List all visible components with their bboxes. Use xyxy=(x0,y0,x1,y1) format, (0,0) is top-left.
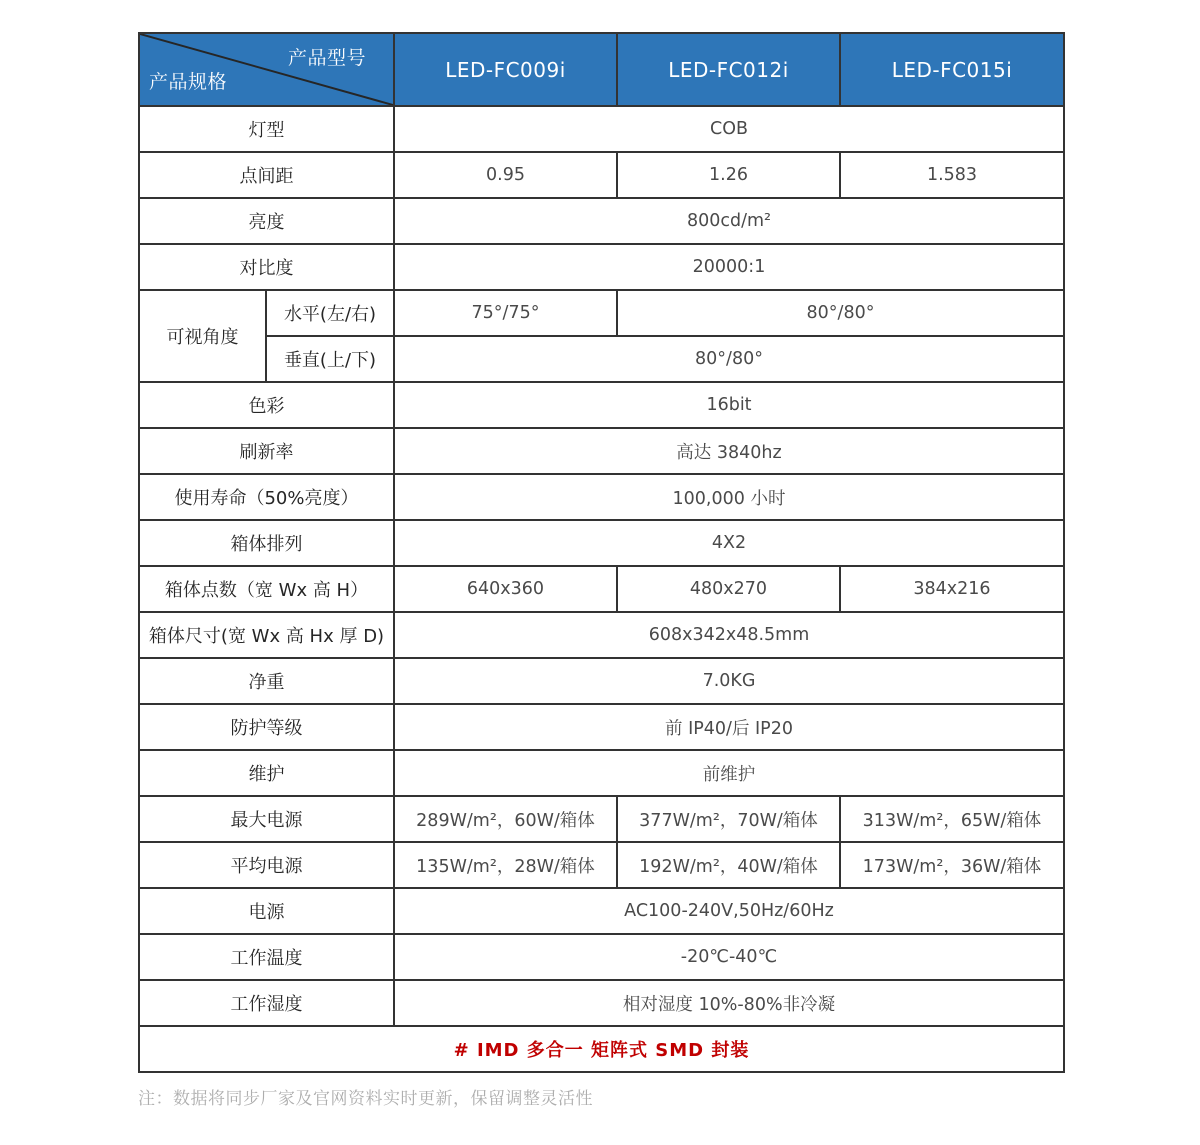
spec-row xyxy=(139,566,1064,612)
spec-row xyxy=(139,198,1064,244)
spec-row xyxy=(139,980,1064,1026)
spec-row xyxy=(139,704,1064,750)
spec-row xyxy=(139,106,1064,152)
spec-value: COB xyxy=(394,106,1064,152)
spec-label: 箱体尺寸(宽 Wx 高 Hx 厚 D) xyxy=(139,612,394,658)
spec-label: 色彩 xyxy=(139,382,394,428)
spec-label: 箱体点数（宽 Wx 高 H） xyxy=(139,566,394,612)
spec-value: 前 IP40/后 IP20 xyxy=(394,704,1064,750)
spec-value: 75°/75° xyxy=(394,290,617,336)
spec-value: 16bit xyxy=(394,382,1064,428)
spec-row xyxy=(139,888,1064,934)
summary-text: # IMD 多合一 矩阵式 SMD 封装 xyxy=(139,1026,1064,1072)
spec-value: 7.0KG xyxy=(394,658,1064,704)
spec-group-label: 可视角度 xyxy=(139,290,266,382)
spec-value: -20℃-40℃ xyxy=(394,934,1064,980)
spec-value: 135W/m²，28W/箱体 xyxy=(394,842,617,888)
corner-top-right-label: 产品型号 xyxy=(287,47,366,69)
spec-label: 工作温度 xyxy=(139,934,394,980)
spec-row xyxy=(139,658,1064,704)
model-header-3: LED-FC015i xyxy=(840,33,1064,106)
spec-label: 维护 xyxy=(139,750,394,796)
spec-value: 173W/m²，36W/箱体 xyxy=(840,842,1064,888)
header-row xyxy=(139,33,1064,106)
spec-label: 垂直(上/下) xyxy=(266,336,394,382)
spec-row xyxy=(139,290,1064,336)
spec-value: 0.95 xyxy=(394,152,617,198)
spec-value: 前维护 xyxy=(394,750,1064,796)
spec-label: 工作湿度 xyxy=(139,980,394,1026)
spec-value: 80°/80° xyxy=(617,290,1064,336)
spec-value: 高达 3840hz xyxy=(394,428,1064,474)
spec-value: 313W/m²，65W/箱体 xyxy=(840,796,1064,842)
spec-value: 20000:1 xyxy=(394,244,1064,290)
spec-label: 灯型 xyxy=(139,106,394,152)
spec-label: 水平(左/右) xyxy=(266,290,394,336)
spec-value: 377W/m²，70W/箱体 xyxy=(617,796,840,842)
model-header-2: LED-FC012i xyxy=(617,33,840,106)
spec-value: 289W/m²，60W/箱体 xyxy=(394,796,617,842)
spec-value: 192W/m²，40W/箱体 xyxy=(617,842,840,888)
spec-label: 点间距 xyxy=(139,152,394,198)
summary-row xyxy=(139,1026,1064,1072)
spec-value: 80°/80° xyxy=(394,336,1064,382)
spec-row xyxy=(139,382,1064,428)
spec-row xyxy=(139,796,1064,842)
spec-row xyxy=(139,612,1064,658)
spec-value: 640x360 xyxy=(394,566,617,612)
product-spec-table xyxy=(138,32,1065,1073)
footnote: 注：数据将同步厂家及官网资料实时更新，保留调整灵活性 xyxy=(138,1089,593,1109)
model-header-1: LED-FC009i xyxy=(394,33,617,106)
spec-value: 1.583 xyxy=(840,152,1064,198)
corner-cell xyxy=(139,33,394,106)
spec-label: 最大电源 xyxy=(139,796,394,842)
spec-value: AC100-240V,50Hz/60Hz xyxy=(394,888,1064,934)
spec-value: 4X2 xyxy=(394,520,1064,566)
spec-row xyxy=(139,244,1064,290)
spec-row xyxy=(139,520,1064,566)
spec-label: 亮度 xyxy=(139,198,394,244)
spec-row xyxy=(139,934,1064,980)
corner-bottom-left-label: 产品规格 xyxy=(149,71,228,93)
spec-label: 使用寿命（50%亮度） xyxy=(139,474,394,520)
spec-value: 800cd/m² xyxy=(394,198,1064,244)
spec-row xyxy=(139,152,1064,198)
spec-label: 防护等级 xyxy=(139,704,394,750)
spec-row xyxy=(139,336,1064,382)
spec-row xyxy=(139,842,1064,888)
spec-label: 刷新率 xyxy=(139,428,394,474)
spec-value: 384x216 xyxy=(840,566,1064,612)
spec-label: 净重 xyxy=(139,658,394,704)
spec-label: 箱体排列 xyxy=(139,520,394,566)
spec-row xyxy=(139,474,1064,520)
spec-row xyxy=(139,750,1064,796)
spec-value: 1.26 xyxy=(617,152,840,198)
spec-row xyxy=(139,428,1064,474)
spec-label: 平均电源 xyxy=(139,842,394,888)
spec-label: 对比度 xyxy=(139,244,394,290)
spec-value: 608x342x48.5mm xyxy=(394,612,1064,658)
spec-value: 相对湿度 10%-80%非冷凝 xyxy=(394,980,1064,1026)
spec-label: 电源 xyxy=(139,888,394,934)
spec-value: 100,000 小时 xyxy=(394,474,1064,520)
spec-value: 480x270 xyxy=(617,566,840,612)
